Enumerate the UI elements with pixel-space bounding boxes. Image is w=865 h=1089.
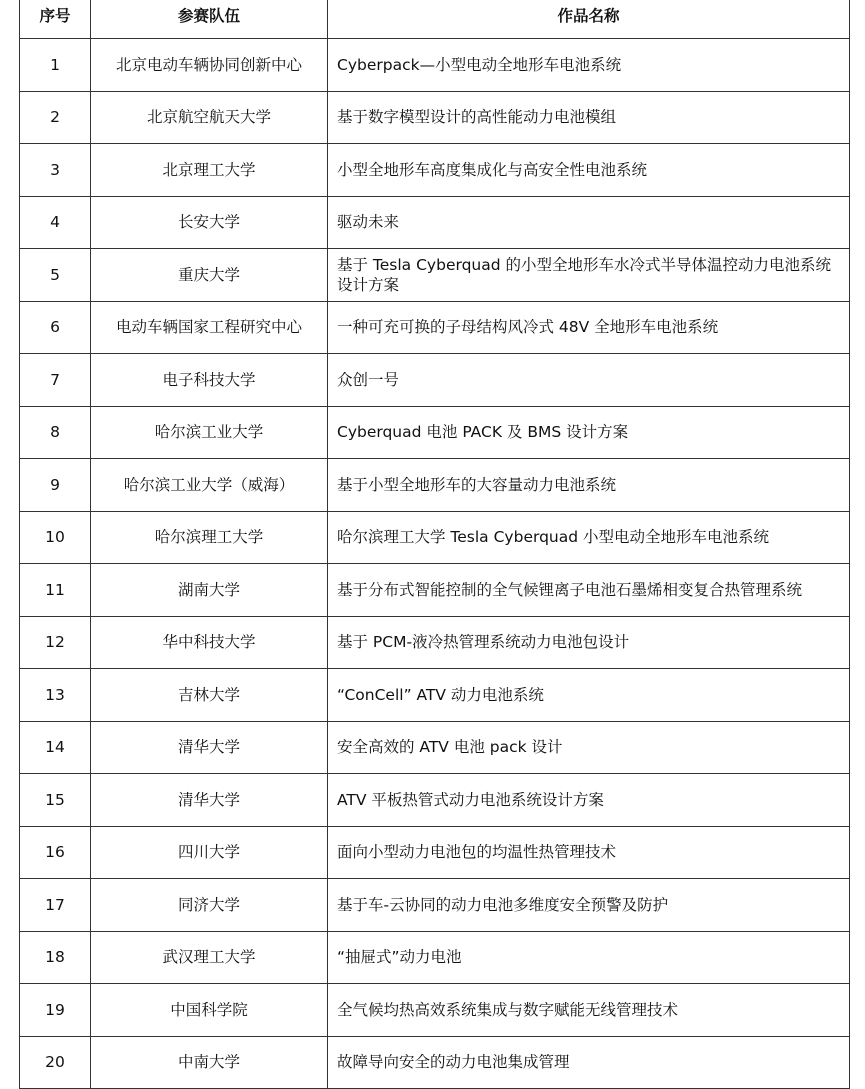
row-index: 11 bbox=[20, 564, 91, 617]
table-row bbox=[20, 249, 850, 302]
row-work-title: “ConCell” ATV 动力电池系统 bbox=[328, 669, 850, 722]
row-work-title: 安全高效的 ATV 电池 pack 设计 bbox=[328, 721, 850, 774]
row-index: 6 bbox=[20, 301, 91, 354]
row-team: 武汉理工大学 bbox=[91, 931, 328, 984]
row-index: 14 bbox=[20, 721, 91, 774]
row-work-title: 全气候均热高效系统集成与数字赋能无线管理技术 bbox=[328, 984, 850, 1037]
row-work-title: 驱动未来 bbox=[328, 196, 850, 249]
row-team: 重庆大学 bbox=[91, 249, 328, 302]
header-work: 作品名称 bbox=[328, 0, 850, 39]
row-team: 电动车辆国家工程研究中心 bbox=[91, 301, 328, 354]
row-work-title: 小型全地形车高度集成化与高安全性电池系统 bbox=[328, 144, 850, 197]
row-work-title: 面向小型动力电池包的均温性热管理技术 bbox=[328, 826, 850, 879]
table-row bbox=[20, 721, 850, 774]
row-index: 3 bbox=[20, 144, 91, 197]
row-work-title: 基于 Tesla Cyberquad 的小型全地形车水冷式半导体温控动力电池系统设计方案 bbox=[328, 249, 850, 302]
row-team: 四川大学 bbox=[91, 826, 328, 879]
row-work-title: 基于 PCM-液冷热管理系统动力电池包设计 bbox=[328, 616, 850, 669]
table-row bbox=[20, 406, 850, 459]
row-index: 1 bbox=[20, 39, 91, 92]
row-team: 中国科学院 bbox=[91, 984, 328, 1037]
row-index: 4 bbox=[20, 196, 91, 249]
row-work-title: 基于分布式智能控制的全气候锂离子电池石墨烯相变复合热管理系统 bbox=[328, 564, 850, 617]
table-row bbox=[20, 826, 850, 879]
table-row bbox=[20, 196, 850, 249]
row-team: 湖南大学 bbox=[91, 564, 328, 617]
table-row bbox=[20, 984, 850, 1037]
row-index: 10 bbox=[20, 511, 91, 564]
table-row bbox=[20, 564, 850, 617]
row-index: 20 bbox=[20, 1036, 91, 1089]
row-work-title: 基于数字模型设计的高性能动力电池模组 bbox=[328, 91, 850, 144]
row-team: 哈尔滨工业大学（威海） bbox=[91, 459, 328, 512]
row-team: 哈尔滨理工大学 bbox=[91, 511, 328, 564]
row-team: 北京电动车辆协同创新中心 bbox=[91, 39, 328, 92]
table-row bbox=[20, 879, 850, 932]
row-index: 16 bbox=[20, 826, 91, 879]
row-work-title: 众创一号 bbox=[328, 354, 850, 407]
row-index: 13 bbox=[20, 669, 91, 722]
row-team: 华中科技大学 bbox=[91, 616, 328, 669]
table-row bbox=[20, 459, 850, 512]
header-team: 参赛队伍 bbox=[91, 0, 328, 39]
row-index: 5 bbox=[20, 249, 91, 302]
row-index: 19 bbox=[20, 984, 91, 1037]
row-team: 清华大学 bbox=[91, 721, 328, 774]
table-row bbox=[20, 669, 850, 722]
row-team: 北京航空航天大学 bbox=[91, 91, 328, 144]
row-team: 电子科技大学 bbox=[91, 354, 328, 407]
row-work-title: 基于小型全地形车的大容量动力电池系统 bbox=[328, 459, 850, 512]
row-team: 中南大学 bbox=[91, 1036, 328, 1089]
table-row bbox=[20, 931, 850, 984]
row-work-title: 基于车-云协同的动力电池多维度安全预警及防护 bbox=[328, 879, 850, 932]
table-row bbox=[20, 774, 850, 827]
table-row bbox=[20, 354, 850, 407]
header-index: 序号 bbox=[20, 0, 91, 39]
table-row bbox=[20, 144, 850, 197]
row-index: 9 bbox=[20, 459, 91, 512]
row-team: 吉林大学 bbox=[91, 669, 328, 722]
table-header-row bbox=[20, 0, 850, 39]
row-index: 8 bbox=[20, 406, 91, 459]
row-work-title: Cyberpack—小型电动全地形车电池系统 bbox=[328, 39, 850, 92]
table-row bbox=[20, 616, 850, 669]
row-index: 7 bbox=[20, 354, 91, 407]
row-index: 12 bbox=[20, 616, 91, 669]
row-work-title: 故障导向安全的动力电池集成管理 bbox=[328, 1036, 850, 1089]
row-index: 15 bbox=[20, 774, 91, 827]
row-team: 哈尔滨工业大学 bbox=[91, 406, 328, 459]
table-row bbox=[20, 1036, 850, 1089]
row-work-title: 哈尔滨理工大学 Tesla Cyberquad 小型电动全地形车电池系统 bbox=[328, 511, 850, 564]
row-team: 长安大学 bbox=[91, 196, 328, 249]
table-row bbox=[20, 91, 850, 144]
table-row bbox=[20, 301, 850, 354]
row-team: 同济大学 bbox=[91, 879, 328, 932]
row-index: 2 bbox=[20, 91, 91, 144]
row-index: 18 bbox=[20, 931, 91, 984]
row-work-title: Cyberquad 电池 PACK 及 BMS 设计方案 bbox=[328, 406, 850, 459]
row-team: 北京理工大学 bbox=[91, 144, 328, 197]
table-row bbox=[20, 39, 850, 92]
entries-table bbox=[19, 0, 850, 1089]
row-team: 清华大学 bbox=[91, 774, 328, 827]
row-work-title: ATV 平板热管式动力电池系统设计方案 bbox=[328, 774, 850, 827]
table-body bbox=[20, 39, 850, 1089]
row-work-title: 一种可充可换的子母结构风冷式 48V 全地形车电池系统 bbox=[328, 301, 850, 354]
row-index: 17 bbox=[20, 879, 91, 932]
table-row bbox=[20, 511, 850, 564]
row-work-title: “抽屉式”动力电池 bbox=[328, 931, 850, 984]
